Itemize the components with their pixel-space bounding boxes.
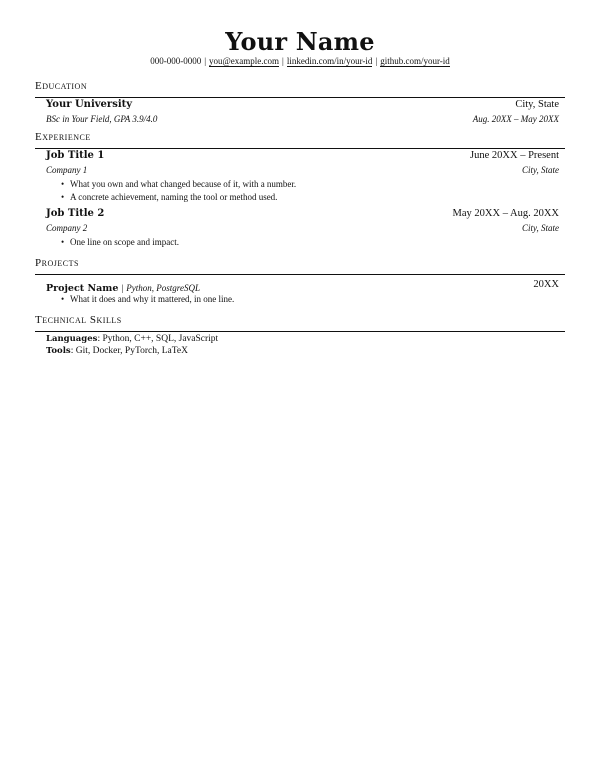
company-name: Company 2 bbox=[46, 223, 88, 233]
section-heading-experience: Experience bbox=[35, 131, 565, 149]
school-name: Your University bbox=[46, 99, 133, 110]
job-title: Job Title 1 bbox=[46, 150, 105, 161]
bullet-icon: • bbox=[61, 179, 65, 189]
job-dates: June 20XX – Present bbox=[470, 150, 559, 161]
bullet-icon: • bbox=[61, 192, 65, 202]
skills-tools bbox=[46, 345, 188, 357]
skills-languages-value: : Python, C++, SQL, JavaScript bbox=[97, 334, 219, 344]
skills-languages bbox=[46, 333, 218, 345]
bullet-text: What you own and what changed because of it, with a number. bbox=[70, 179, 297, 189]
bullet-icon: • bbox=[61, 237, 65, 247]
section-heading-education: Education bbox=[35, 80, 565, 98]
project-name: Project Name bbox=[46, 283, 119, 294]
github-link[interactable]: github.com/your-id bbox=[380, 56, 450, 66]
section-heading-skills: Technical Skills bbox=[35, 314, 565, 332]
resume-name: Your Name bbox=[225, 27, 375, 56]
section-heading-projects: Projects bbox=[35, 257, 565, 275]
skills-languages-label: Languages bbox=[46, 334, 98, 344]
project-separator: | bbox=[121, 284, 124, 294]
email-link[interactable]: you@example.com bbox=[209, 56, 280, 66]
job-subheader bbox=[46, 222, 559, 236]
school-location: City, State bbox=[515, 99, 559, 110]
job-title: Job Title 2 bbox=[46, 208, 105, 219]
job-location: City, State bbox=[522, 223, 559, 233]
job-location: City, State bbox=[522, 165, 559, 175]
education-details bbox=[46, 113, 559, 127]
degree: BSc in Your Field, GPA 3.9/4.0 bbox=[46, 114, 158, 124]
education-dates: Aug. 20XX – May 20XX bbox=[472, 114, 559, 124]
job-dates: May 20XX – Aug. 20XX bbox=[452, 208, 559, 219]
project-tech: Python, PostgreSQL bbox=[126, 283, 200, 293]
linkedin-link[interactable]: linkedin.com/in/your-id bbox=[286, 56, 373, 66]
skills-tools-value: : Git, Docker, PyTorch, LaTeX bbox=[70, 346, 188, 356]
contact-separator: | bbox=[204, 56, 207, 66]
phone-number: 000-000-0000 bbox=[150, 56, 202, 66]
contact-separator: | bbox=[375, 56, 378, 66]
job-header bbox=[46, 149, 559, 163]
contact-separator: | bbox=[282, 56, 284, 66]
project-header bbox=[46, 278, 559, 292]
company-name: Company 1 bbox=[46, 165, 88, 175]
bullet-text: What it does and why it mattered, in one line. bbox=[70, 294, 235, 304]
education-entry bbox=[46, 98, 559, 112]
job-header bbox=[46, 207, 559, 221]
bullet-text: A concrete achievement, naming the tool or method used. bbox=[70, 192, 278, 202]
job-subheader bbox=[46, 164, 559, 178]
bullet-text: One line on scope and impact. bbox=[70, 237, 179, 247]
project-date: 20XX bbox=[533, 279, 559, 290]
contact-line bbox=[0, 55, 600, 67]
bullet-icon: • bbox=[61, 294, 65, 304]
skills-tools-label: Tools bbox=[46, 346, 71, 356]
